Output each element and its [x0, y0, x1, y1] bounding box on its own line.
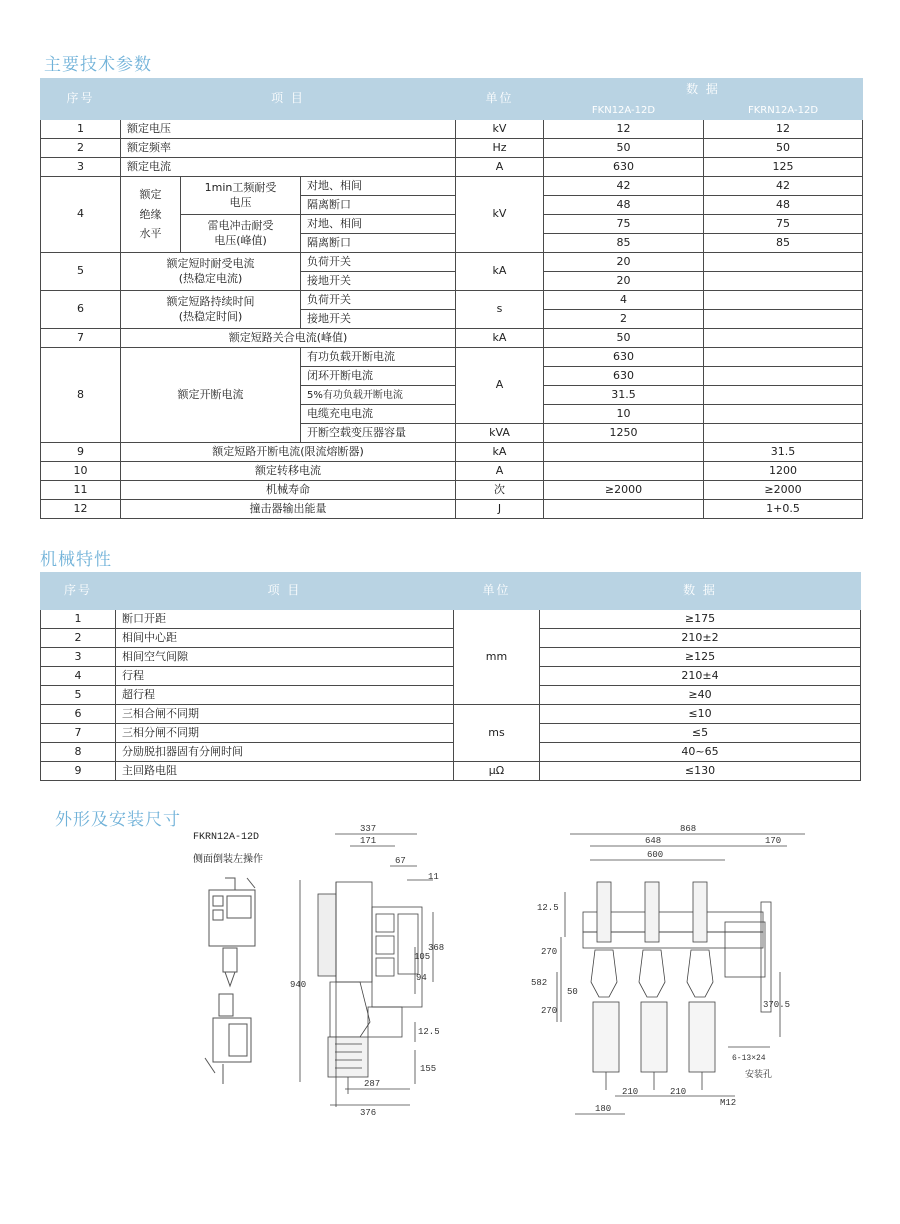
row-val-a: 50	[544, 329, 704, 348]
row-val: ≥40	[540, 686, 861, 705]
row-item: 行程	[116, 667, 454, 686]
dim-287: 287	[364, 1079, 381, 1089]
row-unit: A	[456, 348, 544, 424]
row-item: 额定频率	[121, 139, 456, 158]
dim-648: 648	[645, 836, 662, 846]
row-no: 12	[41, 500, 121, 519]
row-no: 7	[41, 724, 116, 743]
row-val-b: 12	[704, 120, 863, 139]
row-val-b: ≥2000	[704, 481, 863, 500]
dim-171: 171	[360, 836, 377, 846]
row-val-a: 75	[544, 215, 704, 234]
row-group: 额定 绝缘 水平	[121, 177, 181, 253]
row-item: 额定转移电流	[121, 462, 456, 481]
row-val-a: 20	[544, 253, 704, 272]
row-no: 1	[41, 120, 121, 139]
row-unit: μΩ	[454, 762, 540, 781]
row-no: 5	[41, 686, 116, 705]
row-item: 断口开距	[116, 610, 454, 629]
side-view-drawing	[290, 822, 450, 1120]
row-item: 超行程	[116, 686, 454, 705]
row-val-b	[704, 272, 863, 291]
row-val-b	[704, 424, 863, 443]
th-no: 序号	[41, 573, 116, 610]
drawing-note-label: 侧面倒装左操作	[193, 855, 263, 866]
dim-155: 155	[420, 1064, 437, 1074]
row-subitem: 接地开关	[301, 272, 456, 291]
row-item: 额定短路关合电流(峰值)	[121, 329, 456, 348]
row-val-a	[544, 443, 704, 462]
row-val-a: 20	[544, 272, 704, 291]
th-model-a: FKN12A-12D	[544, 101, 704, 120]
thumbnail-drawings	[195, 868, 275, 1098]
dim-12-5: 12.5	[537, 903, 559, 913]
row-subitem: 隔离断口	[301, 196, 456, 215]
row-val-b: 75	[704, 215, 863, 234]
row-item: 额定电压	[121, 120, 456, 139]
dim-50: 50	[567, 987, 578, 997]
tech-params-table	[40, 78, 863, 519]
row-val-a: 48	[544, 196, 704, 215]
dim-6-13x24: 6-13×24	[732, 1054, 766, 1063]
row-val-a: 10	[544, 405, 704, 424]
dim-376: 376	[360, 1108, 377, 1118]
row-unit: s	[456, 291, 544, 329]
row-val-b	[704, 405, 863, 424]
row-no: 5	[41, 253, 121, 291]
drawing-model-label: FKRN12A-12D	[193, 832, 260, 843]
row-val: ≥125	[540, 648, 861, 667]
row-val-a: 31.5	[544, 386, 704, 405]
row-val-a: 630	[544, 158, 704, 177]
row-val-a: 2	[544, 310, 704, 329]
row-subitem: 5%有功负载开断电流	[301, 386, 456, 405]
row-val-a: 85	[544, 234, 704, 253]
row-item: 额定开断电流	[121, 348, 301, 443]
outline-title: 外形及安装尺寸	[55, 810, 181, 830]
row-subitem: 对地、相间	[301, 215, 456, 234]
row-subitem: 有功负载开断电流	[301, 348, 456, 367]
dim-600: 600	[647, 850, 664, 860]
dim-940: 940	[290, 980, 307, 990]
mounting-hole-label: 安装孔	[745, 1070, 773, 1080]
row-no: 7	[41, 329, 121, 348]
row-subitem: 负荷开关	[301, 291, 456, 310]
row-val-a	[544, 500, 704, 519]
dim-210b: 210	[670, 1087, 687, 1097]
row-val: ≤130	[540, 762, 861, 781]
row-val-b	[704, 348, 863, 367]
th-unit: 单位	[456, 79, 544, 120]
dim-180: 180	[595, 1104, 612, 1114]
row-val-b: 1+0.5	[704, 500, 863, 519]
row-val-b: 50	[704, 139, 863, 158]
th-model-b: FKRN12A-12D	[704, 101, 863, 120]
dim-368: 368	[428, 943, 445, 953]
row-val-b: 125	[704, 158, 863, 177]
row-no: 9	[41, 762, 116, 781]
row-item: 额定电流	[121, 158, 456, 177]
row-item: 三相分闸不同期	[116, 724, 454, 743]
row-val-a: 50	[544, 139, 704, 158]
row-unit: mm	[454, 610, 540, 705]
row-item: 额定短时耐受电流 (热稳定电流)	[121, 253, 301, 291]
row-val: ≤10	[540, 705, 861, 724]
row-subitem: 负荷开关	[301, 253, 456, 272]
row-no: 4	[41, 667, 116, 686]
row-item: 主回路电阻	[116, 762, 454, 781]
row-val-a	[544, 462, 704, 481]
row-val-b	[704, 329, 863, 348]
dim-337: 337	[360, 824, 377, 834]
row-no: 2	[41, 139, 121, 158]
row-val: 40~65	[540, 743, 861, 762]
dim-270b: 270	[541, 1006, 558, 1016]
row-item: 相间空气间隙	[116, 648, 454, 667]
dim-582: 582	[531, 978, 548, 988]
row-no: 6	[41, 705, 116, 724]
row-val-b	[704, 310, 863, 329]
row-no: 10	[41, 462, 121, 481]
dim-868: 868	[680, 824, 697, 834]
row-no: 6	[41, 291, 121, 329]
row-no: 4	[41, 177, 121, 253]
front-view-drawing	[525, 822, 825, 1120]
row-subgroup: 1min工频耐受 电压	[181, 177, 301, 215]
th-item: 项 目	[116, 573, 454, 610]
row-val-b	[704, 367, 863, 386]
dim-370-5: 370.5	[763, 1000, 791, 1010]
row-item: 额定短路持续时间 (热稳定时间)	[121, 291, 301, 329]
th-data: 数 据	[540, 573, 861, 610]
row-unit: A	[456, 158, 544, 177]
dim-11: 11	[428, 872, 439, 882]
row-item: 三相合闸不同期	[116, 705, 454, 724]
row-val-b	[704, 386, 863, 405]
row-unit: ms	[454, 705, 540, 762]
row-no: 1	[41, 610, 116, 629]
th-unit: 单位	[454, 573, 540, 610]
row-item: 机械寿命	[121, 481, 456, 500]
row-val-a: 630	[544, 367, 704, 386]
row-item: 撞击器输出能量	[121, 500, 456, 519]
row-subitem: 接地开关	[301, 310, 456, 329]
row-subgroup: 雷电冲击耐受 电压(峰值)	[181, 215, 301, 253]
row-subitem: 隔离断口	[301, 234, 456, 253]
mech-props-title: 机械特性	[40, 550, 112, 570]
row-item: 额定短路开断电流(限流熔断器)	[121, 443, 456, 462]
row-no: 9	[41, 443, 121, 462]
row-val: ≤5	[540, 724, 861, 743]
th-data: 数 据	[544, 79, 863, 101]
row-val: 210±2	[540, 629, 861, 648]
row-item: 分励脱扣器固有分闸时间	[116, 743, 454, 762]
row-no: 8	[41, 743, 116, 762]
row-item: 相间中心距	[116, 629, 454, 648]
row-unit: kA	[456, 329, 544, 348]
row-unit: A	[456, 462, 544, 481]
row-val: ≥175	[540, 610, 861, 629]
row-val-a: 42	[544, 177, 704, 196]
row-unit: kV	[456, 120, 544, 139]
row-val-a: 12	[544, 120, 704, 139]
th-no: 序号	[41, 79, 121, 120]
row-unit: Hz	[456, 139, 544, 158]
dim-94: 94	[416, 973, 427, 983]
row-no: 3	[41, 648, 116, 667]
dim-210a: 210	[622, 1087, 639, 1097]
row-subitem: 对地、相间	[301, 177, 456, 196]
th-item: 项 目	[121, 79, 456, 120]
row-val-a: 1250	[544, 424, 704, 443]
row-unit: kA	[456, 443, 544, 462]
row-val-a: 630	[544, 348, 704, 367]
row-unit: kA	[456, 253, 544, 291]
row-no: 11	[41, 481, 121, 500]
row-val-b: 1200	[704, 462, 863, 481]
row-val: 210±4	[540, 667, 861, 686]
m12-label: M12	[720, 1098, 737, 1108]
row-no: 8	[41, 348, 121, 443]
row-unit: kV	[456, 177, 544, 253]
row-subitem: 开断空载变压器容量	[301, 424, 456, 443]
tech-params-title: 主要技术参数	[44, 55, 152, 75]
row-val-a: 4	[544, 291, 704, 310]
row-val-b: 31.5	[704, 443, 863, 462]
dim-170: 170	[765, 836, 782, 846]
dim-105: 105	[414, 952, 431, 962]
row-val-b	[704, 291, 863, 310]
row-no: 3	[41, 158, 121, 177]
row-val-b: 42	[704, 177, 863, 196]
row-val-a: ≥2000	[544, 481, 704, 500]
row-unit: 次	[456, 481, 544, 500]
row-unit: J	[456, 500, 544, 519]
row-subitem: 电缆充电电流	[301, 405, 456, 424]
row-val-b: 48	[704, 196, 863, 215]
row-val-b: 85	[704, 234, 863, 253]
row-val-b	[704, 253, 863, 272]
mech-props-table	[40, 572, 861, 781]
row-no: 2	[41, 629, 116, 648]
dim-67: 67	[395, 856, 406, 866]
dim-12-5: 12.5	[418, 1027, 440, 1037]
row-unit: kVA	[456, 424, 544, 443]
dim-270a: 270	[541, 947, 558, 957]
row-subitem: 闭环开断电流	[301, 367, 456, 386]
